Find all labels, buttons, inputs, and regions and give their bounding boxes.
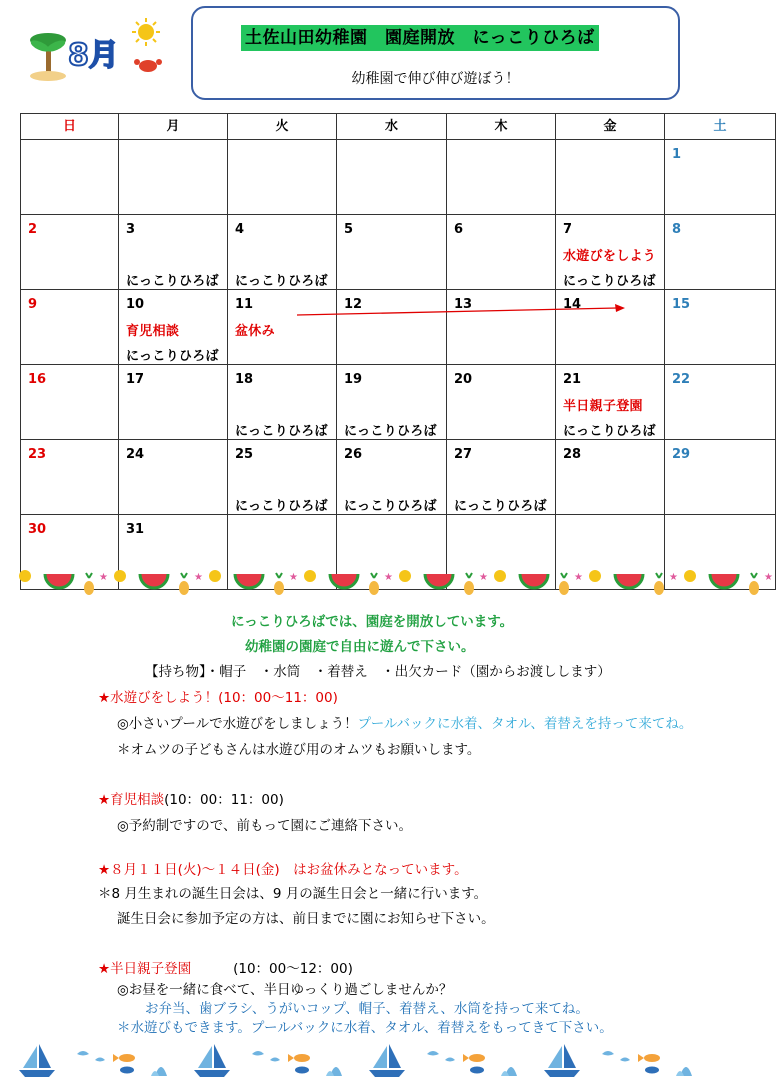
consult-heading: ★育児相談 [98, 792, 165, 808]
day-number: 19 [344, 372, 363, 387]
calendar-day-cell [665, 365, 776, 440]
day-number: 6 [454, 222, 464, 237]
weekday-header: 月 [119, 114, 228, 140]
day-number: 16 [28, 372, 47, 387]
regular-event: にっこりひろば [126, 274, 219, 289]
sailboat-decoration [15, 1040, 775, 1080]
calendar-day-cell [665, 440, 776, 515]
day-number: 28 [563, 447, 582, 462]
regular-event: にっこりひろば [235, 424, 328, 439]
calendar-day-cell [337, 140, 447, 215]
calendar-day-cell [447, 440, 556, 515]
calendar-day-cell [21, 140, 119, 215]
weekday-header: 日 [21, 114, 119, 140]
half-day-line-2: お弁当、歯ブラシ、うがいコップ、帽子、着替え、水筒を持って来てね。 [145, 1001, 589, 1017]
day-number: 9 [28, 297, 38, 312]
consult-heading-line [98, 788, 284, 808]
calendar-day-cell [21, 215, 119, 290]
water-play-bring: プールバックに水着、タオル、着替えを持って来てね。 [357, 716, 693, 732]
day-number: 26 [344, 447, 363, 462]
calendar-week-row [21, 365, 776, 440]
day-number: 2 [28, 222, 38, 237]
logo-text: 8月 [68, 38, 119, 73]
calendar-table [20, 113, 776, 590]
calendar-day-cell [337, 290, 447, 365]
day-number: 18 [235, 372, 254, 387]
day-number: 10 [126, 297, 145, 312]
regular-event: にっこりひろば [563, 424, 656, 439]
calendar-day-cell [21, 290, 119, 365]
calendar-day-cell [228, 290, 337, 365]
day-number: 31 [126, 522, 145, 537]
day-number: 13 [454, 297, 473, 312]
weekday-header: 土 [665, 114, 776, 140]
consult-note: ◎予約制ですので、前もって園にご連絡下さい。 [117, 818, 413, 834]
water-play-heading: ★水遊びをしよう！(10：00〜11：00) [98, 690, 338, 706]
day-number: 15 [672, 297, 691, 312]
regular-event: にっこりひろば [344, 424, 437, 439]
half-day-line-3: ＊水遊びもできます。プールバックに水着、タオル、着替えをもってきて下さい。 [117, 1020, 613, 1036]
water-play-line [117, 712, 692, 732]
info-line-1: にっこりひろばでは、園庭を開放しています。 [231, 614, 514, 630]
info-line-2: 幼稚園の園庭で自由に遊んで下さい。 [245, 639, 475, 655]
calendar-day-cell [337, 365, 447, 440]
day-number: 11 [235, 297, 254, 312]
calendar-day-cell [556, 140, 665, 215]
regular-event: にっこりひろば [454, 499, 547, 514]
birthday-note-2: 誕生日会に参加予定の方は、前日までに園にお知らせ下さい。 [117, 911, 495, 927]
day-number: 25 [235, 447, 254, 462]
day-number: 7 [563, 222, 573, 237]
day-number: 17 [126, 372, 145, 387]
calendar-day-cell [665, 140, 776, 215]
calendar-day-cell [228, 215, 337, 290]
holiday-arrow [295, 303, 630, 319]
weekday-header: 木 [447, 114, 556, 140]
special-event: 盆休み [235, 324, 275, 339]
day-number: 30 [28, 522, 47, 537]
calendar-week-row [21, 140, 776, 215]
calendar-day-cell [337, 440, 447, 515]
day-number: 21 [563, 372, 582, 387]
calendar-day-cell [119, 215, 228, 290]
day-number: 5 [344, 222, 354, 237]
calendar-day-cell [119, 440, 228, 515]
fruit-garland-decoration [15, 566, 775, 598]
calendar-day-cell [21, 440, 119, 515]
day-number: 22 [672, 372, 691, 387]
calendar-day-cell [556, 290, 665, 365]
august-logo [28, 18, 178, 84]
birthday-note-1: ＊8 月生まれの誕生日会は、9 月の誕生日会と一緒に行います。 [98, 886, 488, 902]
calendar-day-cell [665, 215, 776, 290]
day-number: 14 [563, 297, 582, 312]
calendar-day-cell [337, 215, 447, 290]
regular-event: にっこりひろば [235, 499, 328, 514]
calendar-day-cell [228, 365, 337, 440]
calendar-day-cell [21, 365, 119, 440]
calendar-week-row [21, 215, 776, 290]
regular-event: にっこりひろば [344, 499, 437, 514]
calendar-day-cell [447, 140, 556, 215]
consult-time: (10：00：11：00) [164, 792, 284, 808]
day-number: 3 [126, 222, 136, 237]
special-event: 育児相談 [126, 324, 180, 339]
half-day-heading: ★半日親子登園 [98, 961, 192, 977]
items-to-bring: 【持ち物】・帽子 ・水筒 ・着替え ・出欠カード（園からお渡しします） [145, 664, 611, 680]
day-number: 1 [672, 147, 682, 162]
weekday-header: 金 [556, 114, 665, 140]
calendar-day-cell [447, 215, 556, 290]
regular-event: にっこりひろば [235, 274, 328, 289]
half-day-heading-line [98, 957, 353, 977]
page-title: 土佐山田幼稚園 園庭開放 にっこりひろば [241, 25, 599, 51]
calendar-day-cell [119, 290, 228, 365]
half-day-line-1: ◎お昼を一緒に食べて、半日ゆっくり過ごしませんか？ [117, 982, 453, 998]
regular-event: にっこりひろば [563, 274, 656, 289]
calendar-day-cell [447, 365, 556, 440]
weekday-header: 水 [337, 114, 447, 140]
calendar-day-cell [665, 290, 776, 365]
day-number: 23 [28, 447, 47, 462]
holiday-heading: ★８月１１日(火)〜１４日(金) はお盆休みとなっています。 [98, 862, 468, 878]
calendar-day-cell [119, 365, 228, 440]
calendar-day-cell [556, 440, 665, 515]
day-number: 29 [672, 447, 691, 462]
day-number: 4 [235, 222, 245, 237]
svg-text:★: ★ [99, 572, 108, 583]
calendar-day-cell [228, 440, 337, 515]
calendar-week-row [21, 290, 776, 365]
calendar-day-cell [119, 140, 228, 215]
day-number: 24 [126, 447, 145, 462]
calendar-week-row [21, 440, 776, 515]
special-event: 水遊びをしよう [563, 249, 657, 264]
calendar-day-cell [447, 290, 556, 365]
day-number: 12 [344, 297, 363, 312]
water-play-text: ◎小さいプールで水遊びをしましょう！ [117, 716, 358, 732]
calendar-day-cell [556, 365, 665, 440]
day-number: 20 [454, 372, 473, 387]
special-event: 半日親子登園 [563, 399, 643, 414]
water-play-note: ＊オムツの子どもさんは水遊び用のオムツもお願いします。 [117, 742, 481, 758]
page-subtitle: 幼稚園で伸び伸び遊ぼう！ [351, 71, 520, 87]
day-number: 8 [672, 222, 682, 237]
calendar-day-cell [228, 140, 337, 215]
weekday-header-row [21, 114, 776, 140]
weekday-header: 火 [228, 114, 337, 140]
half-day-time: (10：00〜12：00) [233, 961, 353, 977]
calendar-day-cell [556, 215, 665, 290]
day-number: 27 [454, 447, 473, 462]
regular-event: にっこりひろば [126, 349, 219, 364]
title-box [191, 6, 680, 100]
